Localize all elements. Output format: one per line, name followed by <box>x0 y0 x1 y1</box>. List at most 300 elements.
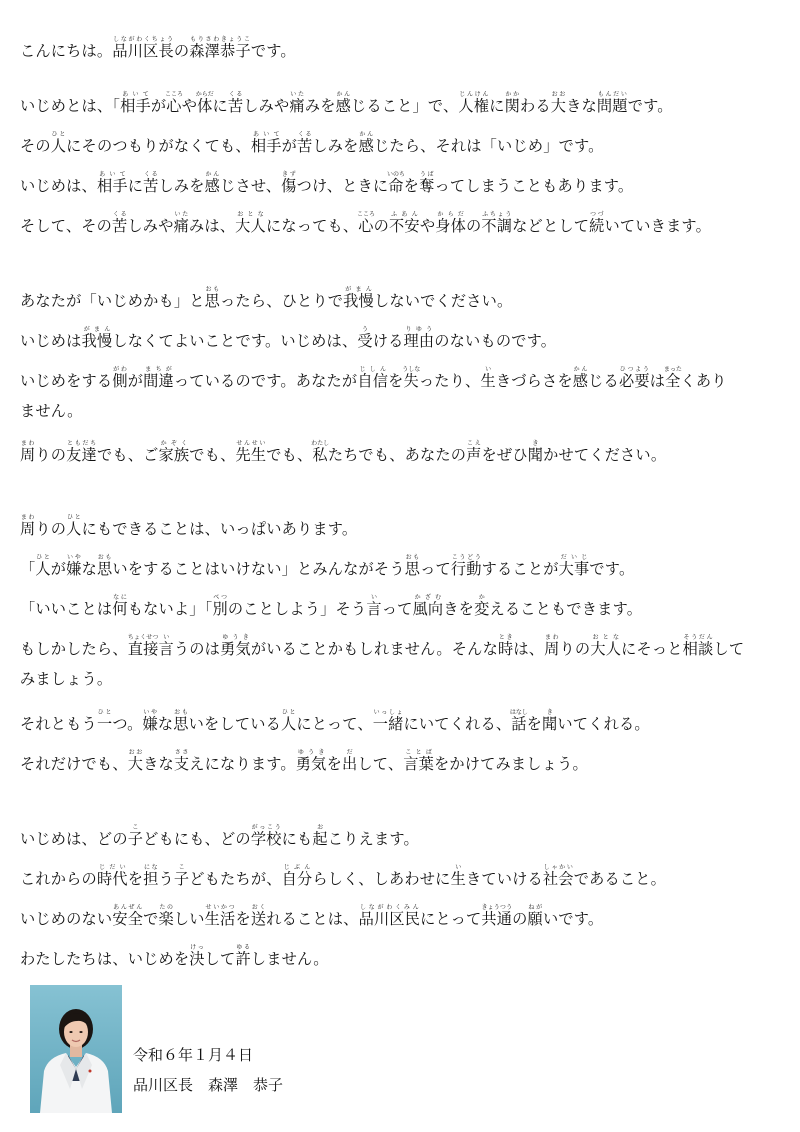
kanji-text: 大 <box>127 755 144 773</box>
kanji-text: 起 <box>312 830 328 848</box>
kanji-text: 思 <box>404 560 421 578</box>
message-text: いじめのない <box>20 910 113 928</box>
furigana-reading: まわ <box>20 440 36 447</box>
message-line <box>20 514 785 539</box>
message-line <box>20 401 785 421</box>
furigana-reading: はなし <box>509 709 528 716</box>
furigana-reading: おく <box>250 904 267 911</box>
kanji-text: 直接 <box>127 640 159 658</box>
kanji-text: 痛 <box>289 97 305 115</box>
furigana-reading: こころ <box>164 91 183 98</box>
kanji-text: 大人 <box>590 640 622 658</box>
furigana-word <box>173 709 189 733</box>
furigana-reading: かぞく <box>158 440 190 447</box>
kanji-text: 思 <box>204 292 221 310</box>
message-text: が <box>281 137 297 155</box>
kanji-text: 担 <box>143 870 159 888</box>
message-line <box>20 944 785 969</box>
furigana-reading: いや <box>142 709 158 716</box>
message-text: いていきます。 <box>604 217 711 235</box>
message-text: にいてくれる、 <box>403 715 512 733</box>
kanji-text: 出 <box>341 755 358 773</box>
kanji-text: 共通 <box>481 910 513 928</box>
message-line <box>20 634 785 659</box>
kanji-text: 言 <box>158 640 174 658</box>
kanji-text: 一緒 <box>372 715 404 733</box>
message-text: つけ、ときに <box>296 177 389 195</box>
kanji-text: 別 <box>212 600 228 618</box>
message-line <box>20 709 785 734</box>
message-text: に <box>489 97 505 115</box>
furigana-word <box>127 634 159 658</box>
furigana-word <box>312 824 328 848</box>
message-text: きな <box>143 755 174 773</box>
signature-name: 品川区長 森澤 恭子 <box>133 1076 284 1094</box>
kanji-text: 勇気 <box>295 755 327 773</box>
furigana-word <box>143 171 159 195</box>
message-line <box>20 91 785 116</box>
message-text: にも <box>281 830 313 848</box>
message-text: にもできることは、いっぱいあります。 <box>81 520 358 538</box>
message-text: きな <box>566 97 597 115</box>
furigana-reading: かん <box>572 366 589 373</box>
furigana-reading: くる <box>143 171 159 178</box>
furigana-reading: いた <box>289 91 305 98</box>
furigana-reading: ひと <box>35 554 51 561</box>
kanji-text: 品川区民 <box>358 910 421 928</box>
message-text: いをすることはいけない」とみんながそう <box>112 560 405 578</box>
message-text: どもにも、どの <box>143 830 251 848</box>
message-text: が <box>127 372 144 390</box>
furigana-word <box>112 366 128 390</box>
furigana-word <box>112 36 174 60</box>
message-text: しません。 <box>250 950 329 968</box>
furigana-word <box>466 440 482 464</box>
furigana-word <box>281 709 297 733</box>
message-text: が <box>150 97 167 115</box>
message-text: いじめは、どの <box>20 830 128 848</box>
message-text: って <box>420 560 451 578</box>
furigana-word <box>158 904 174 928</box>
message-text: をかけてみましょう。 <box>433 755 588 773</box>
message-text: ません。 <box>20 402 83 420</box>
kanji-text: 嫌 <box>142 715 158 733</box>
message-text: を <box>388 372 404 390</box>
furigana-word <box>220 634 251 658</box>
message-text: して、 <box>357 755 404 773</box>
furigana-word <box>544 634 560 658</box>
message-text: こんにちは。 <box>20 42 113 60</box>
furigana-word <box>596 91 628 115</box>
message-text: の <box>173 42 190 60</box>
furigana-word <box>281 864 313 888</box>
furigana-word <box>297 131 313 155</box>
furigana-reading: せいかつ <box>204 904 236 911</box>
furigana-reading: せんせい <box>235 440 267 447</box>
message-text: しみを <box>312 137 359 155</box>
message-text: いです。 <box>542 910 604 928</box>
furigana-reading: いや <box>66 554 82 561</box>
message-text: や <box>181 97 198 115</box>
furigana-reading: こえ <box>466 440 482 447</box>
furigana-reading: おも <box>404 554 421 561</box>
furigana-reading: ひと <box>66 514 82 521</box>
furigana-reading: くる <box>227 91 244 98</box>
message-line <box>20 131 785 156</box>
kanji-text: 人権 <box>458 97 490 115</box>
message-text: にそのつもりがなくても、 <box>66 137 251 155</box>
message-text: らしく、しあわせに <box>312 870 451 888</box>
furigana-word <box>358 131 374 155</box>
message-text: しみや <box>127 217 174 235</box>
message-text: のないものです。 <box>434 332 557 350</box>
furigana-reading: くる <box>297 131 313 138</box>
furigana-word <box>389 211 420 235</box>
furigana-word <box>289 91 305 115</box>
kanji-text: 奪 <box>419 177 435 195</box>
kanji-text: 社会 <box>542 870 574 888</box>
message-text: って <box>381 600 413 618</box>
furigana-word <box>403 749 434 773</box>
furigana-reading: ひつよう <box>618 366 650 373</box>
kanji-text: 時 <box>497 640 514 658</box>
message-text: して <box>713 640 745 658</box>
message-text: りの <box>35 446 67 464</box>
furigana-reading: かん <box>358 131 374 138</box>
kanji-text: 嫌 <box>66 560 82 578</box>
kanji-text: 人 <box>66 520 82 538</box>
kanji-text: 学校 <box>250 830 282 848</box>
furigana-reading: まった <box>663 366 682 373</box>
kanji-text: 思 <box>173 715 189 733</box>
kanji-text: 相手 <box>120 97 151 115</box>
kanji-text: 品川区長 <box>112 42 174 60</box>
kanji-text: 傷 <box>281 177 297 195</box>
kanji-text: 相手 <box>250 137 282 155</box>
furigana-word <box>358 904 421 928</box>
message-text: ったら、ひとりで <box>220 292 344 310</box>
message-text: ける <box>372 332 404 350</box>
kanji-text: 我慢 <box>343 292 374 310</box>
kanji-text: 苦 <box>112 217 128 235</box>
furigana-word <box>572 366 589 390</box>
mayor-portrait-photo <box>30 985 122 1113</box>
furigana-reading: たの <box>158 904 174 911</box>
furigana-reading: あいて <box>250 131 282 138</box>
kanji-text: 我慢 <box>81 332 113 350</box>
kanji-text: 言 <box>366 600 382 618</box>
furigana-word <box>66 440 97 464</box>
message-line <box>20 904 785 929</box>
furigana-word <box>50 131 67 155</box>
kanji-text: 友達 <box>66 446 97 464</box>
furigana-reading: ふちょう <box>481 211 513 218</box>
furigana-word <box>235 211 266 235</box>
message-text: を <box>403 177 420 195</box>
furigana-word <box>112 211 128 235</box>
message-line <box>20 366 785 391</box>
furigana-word <box>402 366 421 390</box>
furigana-reading: にな <box>143 864 159 871</box>
furigana-word <box>20 514 36 538</box>
kanji-text: 不調 <box>481 217 513 235</box>
kanji-text: 思 <box>96 560 113 578</box>
kanji-text: 必要 <box>618 372 650 390</box>
kanji-text: 問題 <box>596 97 628 115</box>
furigana-reading: がっこう <box>250 824 282 831</box>
furigana-reading: ゆる <box>235 944 251 951</box>
furigana-word <box>542 709 558 733</box>
furigana-reading: いのち <box>386 171 405 178</box>
message-text: しみを <box>158 177 205 195</box>
furigana-reading: おも <box>96 554 113 561</box>
message-text: です。 <box>250 42 296 60</box>
kanji-text: 苦 <box>297 137 313 155</box>
furigana-reading: そうだん <box>682 634 714 641</box>
furigana-reading: べつ <box>212 594 228 601</box>
kanji-text: 自信 <box>357 372 389 390</box>
message-text: をぜひ <box>481 446 528 464</box>
furigana-word <box>404 554 421 578</box>
furigana-word <box>127 824 144 848</box>
furigana-reading: い <box>480 366 496 373</box>
furigana-reading: かざむ <box>412 594 444 601</box>
furigana-reading: ふあん <box>389 211 420 218</box>
message-text: それだけでも、 <box>20 755 128 773</box>
kanji-text: 声 <box>466 446 482 464</box>
message-text: が <box>50 560 67 578</box>
message-text: たちでも、あなたの <box>327 446 467 464</box>
message-text: きづらさを <box>495 372 573 390</box>
kanji-text: 話 <box>509 715 528 733</box>
message-text: あなたが「いじめかも」と <box>20 292 205 310</box>
furigana-word <box>250 824 282 848</box>
message-text: みは、 <box>188 217 236 235</box>
message-text: の <box>373 217 390 235</box>
kanji-text: 人 <box>281 715 297 733</box>
furigana-word <box>357 326 373 350</box>
furigana-reading: じぶん <box>281 864 313 871</box>
furigana-reading: りゆう <box>403 326 435 333</box>
furigana-reading: わたし <box>311 440 330 447</box>
message-text: のことしよう」そう <box>227 600 367 618</box>
kanji-text: 苦 <box>227 97 244 115</box>
furigana-word <box>366 594 382 618</box>
kanji-text: 森澤恭子 <box>189 42 251 60</box>
message-text: それともう <box>20 715 97 733</box>
furigana-reading: あいて <box>120 91 151 98</box>
furigana-word <box>250 131 282 155</box>
furigana-word <box>158 634 174 658</box>
signature-date: 令和６年１月４日 <box>133 1046 254 1064</box>
message-text: な <box>81 560 97 578</box>
furigana-reading: がわ <box>112 366 128 373</box>
furigana-reading: まちが <box>143 366 174 373</box>
kanji-text: 相手 <box>96 177 128 195</box>
message-text: の <box>466 217 482 235</box>
kanji-text: 大 <box>550 97 567 115</box>
furigana-word <box>173 211 189 235</box>
message-line <box>20 864 785 889</box>
furigana-reading: なに <box>112 594 128 601</box>
furigana-word <box>542 864 574 888</box>
message-line <box>20 669 785 689</box>
furigana-reading: ひと <box>50 131 67 138</box>
furigana-reading: いっしょ <box>372 709 404 716</box>
furigana-word <box>66 554 82 578</box>
kanji-text: 私 <box>311 446 330 464</box>
portrait-illustration <box>30 985 122 1113</box>
furigana-word <box>335 91 351 115</box>
message-text: がいることかもしれません。そんな <box>250 640 498 658</box>
message-text: です。 <box>627 97 673 115</box>
kanji-text: 全 <box>663 372 682 390</box>
message-text: で <box>143 910 159 928</box>
furigana-reading: まわ <box>20 514 36 521</box>
message-text: しみや <box>243 97 290 115</box>
furigana-reading: あいて <box>96 171 128 178</box>
furigana-reading: おも <box>204 286 221 293</box>
furigana-word <box>386 171 405 195</box>
furigana-reading: い <box>450 864 466 871</box>
kanji-text: 苦 <box>143 177 159 195</box>
furigana-word <box>682 634 714 658</box>
kanji-text: 身体 <box>435 217 466 235</box>
furigana-reading: かか <box>504 91 520 98</box>
message-line <box>20 594 785 619</box>
message-text: です。 <box>589 560 635 578</box>
kanji-text: 感 <box>204 177 221 195</box>
furigana-word <box>195 91 214 115</box>
furigana-word <box>450 864 466 888</box>
furigana-reading: ひと <box>281 709 297 716</box>
message-text: いてくれる。 <box>557 715 650 733</box>
message-text: じさせ、 <box>220 177 282 195</box>
furigana-reading: おも <box>173 709 189 716</box>
furigana-word <box>357 366 389 390</box>
furigana-word <box>372 709 404 733</box>
message-text: でも、ご <box>96 446 159 464</box>
furigana-word <box>458 91 490 115</box>
furigana-reading: けっ <box>189 944 205 951</box>
kanji-text: 間違 <box>143 372 174 390</box>
message-text: いじめとは、「 <box>20 97 121 115</box>
message-line <box>20 440 785 465</box>
furigana-word <box>481 211 513 235</box>
furigana-word <box>474 594 490 618</box>
message-text: ったり、 <box>418 372 481 390</box>
furigana-reading: ちょくせつ <box>127 634 159 641</box>
furigana-word <box>550 91 567 115</box>
message-text: な <box>157 715 174 733</box>
message-text: することが <box>481 560 559 578</box>
kanji-text: 勇気 <box>220 640 251 658</box>
message-text: わたしたちは、いじめを <box>20 950 190 968</box>
furigana-reading: ことば <box>403 749 434 756</box>
furigana-word <box>164 91 183 115</box>
furigana-reading: うば <box>419 171 435 178</box>
kanji-text: 願 <box>527 910 543 928</box>
kanji-text: 一 <box>96 715 113 733</box>
message-text: でも、 <box>189 446 236 464</box>
message-line <box>20 824 785 849</box>
furigana-word <box>235 944 251 968</box>
kanji-text: 不安 <box>389 217 420 235</box>
kanji-text: 側 <box>112 372 128 390</box>
message-line <box>20 36 785 61</box>
message-text: えになります。 <box>189 755 296 773</box>
kanji-text: 人 <box>35 560 51 578</box>
furigana-word <box>527 440 544 464</box>
furigana-word <box>127 749 144 773</box>
furigana-reading: う <box>357 326 373 333</box>
message-text: などとして <box>512 217 590 235</box>
furigana-reading: きず <box>281 171 297 178</box>
furigana-word <box>212 594 228 618</box>
kanji-text: 家族 <box>158 446 190 464</box>
message-text: つ。 <box>112 715 143 733</box>
message-text: になっても、 <box>265 217 359 235</box>
furigana-word <box>204 904 236 928</box>
furigana-reading: きょうつう <box>481 904 513 911</box>
message-text: わる <box>519 97 551 115</box>
furigana-reading: おお <box>127 749 144 756</box>
message-text: じること」で、 <box>350 97 459 115</box>
furigana-word <box>189 944 205 968</box>
kanji-text: 変 <box>474 600 490 618</box>
kanji-text: 生活 <box>204 910 236 928</box>
furigana-reading: お <box>312 824 328 831</box>
furigana-reading: い <box>366 594 382 601</box>
furigana-reading: おとな <box>235 211 266 218</box>
furigana-word <box>419 171 435 195</box>
kanji-text: 人 <box>50 137 67 155</box>
message-text: いじめは <box>20 332 82 350</box>
furigana-word <box>158 440 190 464</box>
message-text: 「 <box>20 560 36 578</box>
message-line <box>20 554 785 579</box>
kanji-text: 生 <box>480 372 496 390</box>
furigana-reading: しながわくちょう <box>112 36 174 43</box>
furigana-reading: ともだち <box>66 440 97 447</box>
furigana-reading: だ <box>341 749 358 756</box>
furigana-word <box>204 286 221 310</box>
message-text: して <box>204 950 236 968</box>
furigana-reading: もりさわきょうこ <box>189 36 251 43</box>
message-text: そして、その <box>20 217 113 235</box>
furigana-word <box>590 634 622 658</box>
furigana-word <box>35 554 51 578</box>
message-line <box>20 286 785 311</box>
message-text: こりえます。 <box>327 830 419 848</box>
furigana-reading: もんだい <box>596 91 628 98</box>
message-text: いじめをする <box>20 372 113 390</box>
kanji-text: 許 <box>235 950 251 968</box>
furigana-reading: がまん <box>81 326 113 333</box>
furigana-word <box>120 91 151 115</box>
message-text: これからの <box>20 870 97 888</box>
furigana-reading: こ <box>127 824 144 831</box>
message-text: れることは、 <box>266 910 359 928</box>
message-text: に <box>127 177 144 195</box>
kanji-text: 受 <box>357 332 373 350</box>
message-text: えることもできます。 <box>489 600 643 618</box>
message-text: みましょう。 <box>20 670 113 688</box>
kanji-text: 大人 <box>235 217 266 235</box>
message-text: を <box>127 870 144 888</box>
kanji-text: 送 <box>250 910 267 928</box>
furigana-word <box>481 904 513 928</box>
